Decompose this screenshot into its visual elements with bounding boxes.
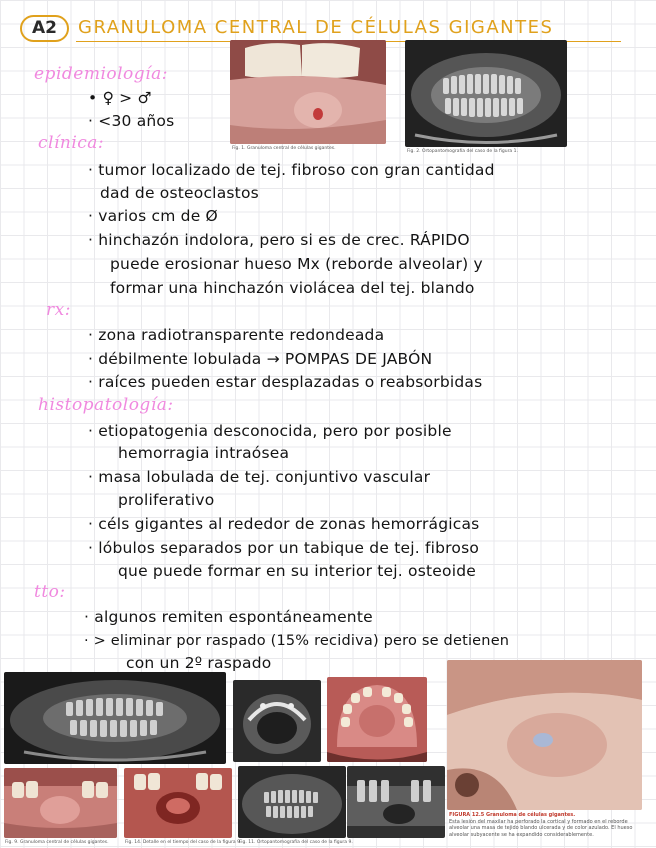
- tto-line-3: con un 2º raspado: [126, 654, 272, 672]
- caption-fig9: Fig. 9. Granuloma central de células gigantes.: [5, 840, 109, 845]
- clinica-line-2: dad de osteoclastos: [100, 184, 259, 202]
- intraoral-photo-fig14: [124, 768, 232, 838]
- clinica-line-5: puede erosionar hueso Mx (reborde alveolar) y: [110, 255, 483, 273]
- intraoral-photo-fig9: [4, 768, 117, 838]
- intraoral-photo-fig12-5: [447, 660, 642, 810]
- tto-line-2: · > eliminar por raspado (15% recidiva) pero se detienen: [84, 633, 510, 649]
- histo-line-4: proliferativo: [118, 491, 215, 509]
- epidemiologia-line-2: · <30 años: [88, 112, 175, 130]
- heading-rx: rx:: [46, 300, 71, 320]
- ct-scan-image: [233, 680, 321, 762]
- heading-tto: tto:: [34, 582, 66, 602]
- histo-line-1: · etiopatogenia desconocida, pero por posible: [88, 422, 452, 440]
- clinica-line-3: · varios cm de Ø: [88, 207, 218, 225]
- histo-line-7: que puede formar en su interior tej. osteoide: [118, 562, 476, 580]
- tto-line-1: · algunos remiten espontáneamente: [84, 608, 373, 626]
- caption-fig12-5: FIGURA 12.5 Granuloma de células gigantes. Esta lesión del maxilar ha perforado la cortical y formado en el reborde alveolar una masa de tejido blando ulcerada y de color azulado. El hueso alveolar subyacente se ha expandido considerablemente.: [449, 812, 633, 838]
- rx-line-2: · débilmente lobulada → POMPAS DE JABÓN: [88, 350, 433, 368]
- palate-photo: [327, 677, 427, 762]
- rx-line-3: · raíces pueden estar desplazadas o reabsorbidas: [88, 373, 483, 391]
- panoramic-xray-fig2: [405, 40, 567, 147]
- caption-fig1: Fig. 1. Granuloma central de células gigantes.: [232, 146, 336, 151]
- rx-line-1: · zona radiotransparente redondeada: [88, 326, 385, 344]
- panoramic-xray-fig11: [238, 766, 346, 838]
- clinica-line-1: · tumor localizado de tej. fibroso con gran cantidad: [88, 161, 495, 179]
- histo-line-5: · céls gigantes al rededor de zonas hemorrágicas: [88, 515, 480, 533]
- histo-line-2: hemorragia intraósea: [118, 444, 290, 462]
- clinica-line-6: formar una hinchazón violácea del tej. blando: [110, 279, 475, 297]
- histo-line-3: · masa lobulada de tej. conjuntivo vascular: [88, 468, 431, 486]
- page-title: GRANULOMA CENTRAL DE CÉLULAS GIGANTES: [78, 17, 554, 38]
- heading-clinica: clínica:: [38, 133, 105, 153]
- heading-epidemiologia: epidemiología:: [34, 64, 168, 84]
- intraoral-photo-fig1: [230, 40, 386, 144]
- epidemiologia-line-1: • ♀ > ♂: [88, 89, 152, 107]
- periapical-xray: [347, 766, 445, 838]
- caption-fig2: Fig. 2. Ortopantomografía del caso de la figura 1.: [407, 149, 518, 154]
- topic-badge: A2: [20, 15, 69, 42]
- clinica-line-4: · hinchazón indolora, pero si es de crec. RÁPIDO: [88, 231, 470, 249]
- heading-histopatologia: histopatología:: [38, 395, 174, 415]
- histo-line-6: · lóbulos separados por un tabique de tej. fibroso: [88, 539, 480, 557]
- caption-fig11: Fig. 11. Ortopantomografía del caso de la figura 9.: [239, 840, 353, 845]
- caption-fig14: Fig. 14. Detalle en el tiempo del caso de la figura 9.: [125, 840, 242, 845]
- panoramic-xray-bottom: [4, 672, 226, 764]
